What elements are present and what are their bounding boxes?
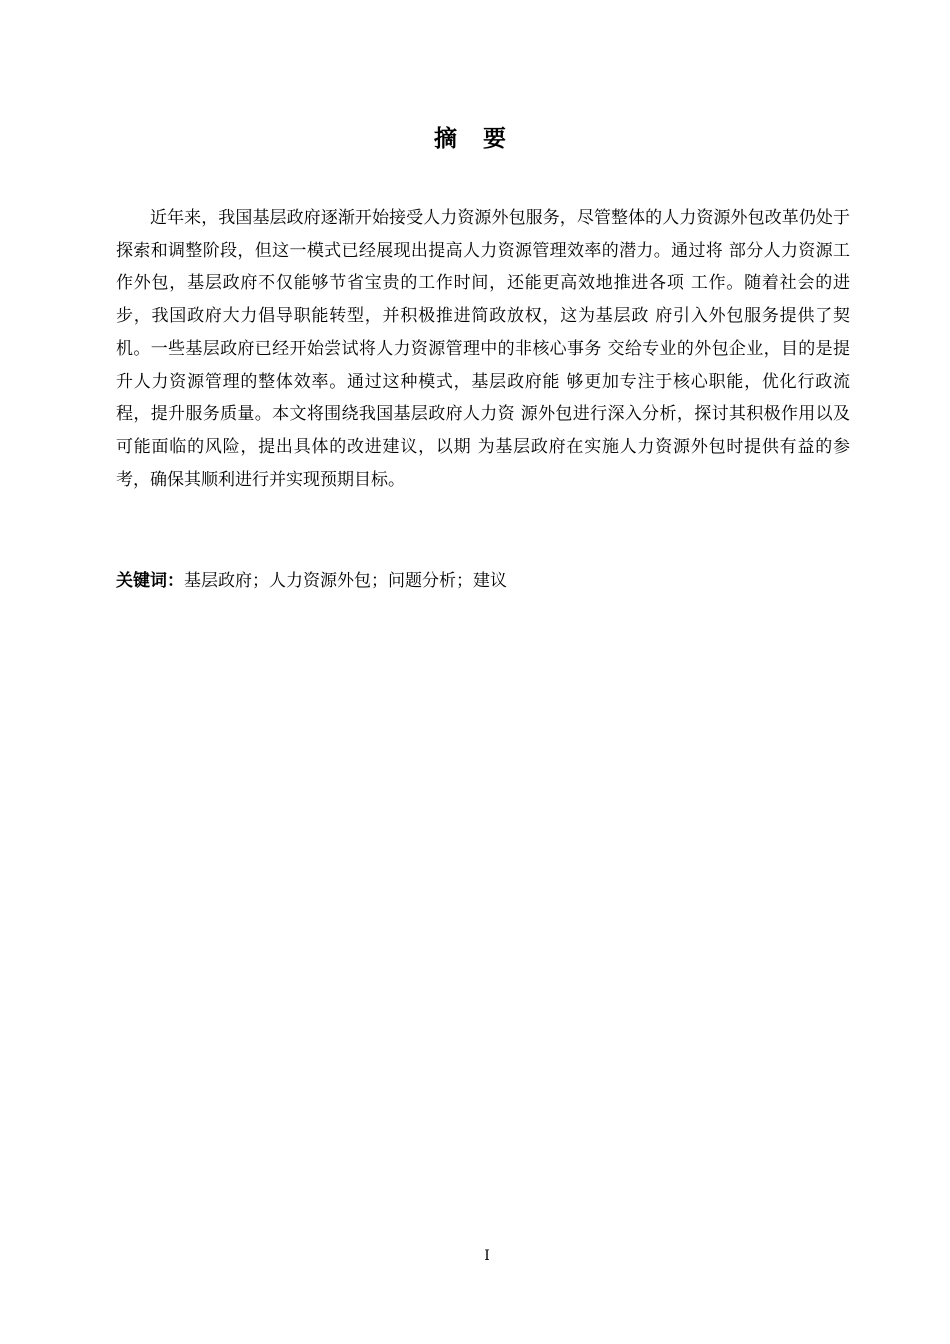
keywords-line bbox=[116, 566, 850, 596]
keywords-label: 关键词： bbox=[116, 571, 184, 591]
abstract-title: 摘要 bbox=[434, 125, 532, 152]
abstract-body: 近年来，我国基层政府逐渐开始接受人力资源外包服务，尽管整体的人力资源外包改革仍处于探索和调整阶段，但这一模式已经展现出提高人力资源管理效率的潜力。通过将 部分人力资源工作外包，基层政府不仅能够节省宝贵的工作时间，还能更高效地推进各项 工作。随着社会的进步，我国政府大力倡导职能转型，并积极推进简政放权，这为基层政 府引入外包服务提供了契机。一些基层政府已经开始尝试将人力资源管理中的非核心事务 交给专业的外包企业，目的是提升人力资源管理的整体效率。通过这种模式，基层政府能 够更加专注于核心职能，优化行政流程，提升服务质量。本文将围绕我国基层政府人力资 源外包进行深入分析，探讨其积极作用以及可能面临的风险，提出具体的改进建议，以期 为基层政府在实施人力资源外包时提供有益的参考，确保其顺利进行并实现预期目标。 bbox=[116, 208, 850, 490]
keywords-text: 基层政府；人力资源外包；问题分析；建议 bbox=[184, 571, 507, 591]
page-number: I bbox=[484, 1248, 490, 1264]
